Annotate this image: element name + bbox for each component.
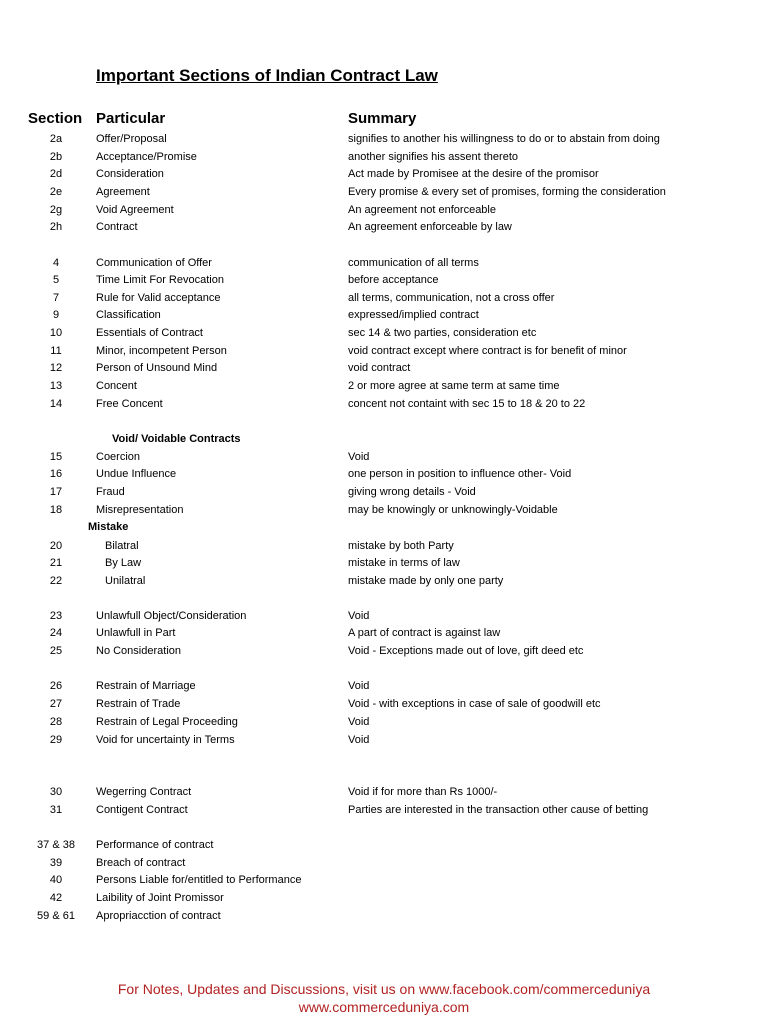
row-summary: An agreement enforceable by law — [348, 221, 512, 233]
row-particular: Acceptance/Promise — [96, 151, 197, 163]
row-section: 29 — [49, 734, 63, 746]
row-summary: Void — [348, 451, 370, 463]
table-row — [0, 802, 768, 819]
row-section: 40 — [49, 874, 63, 886]
row-summary: one person in position to influence other- Void — [348, 468, 572, 480]
row-section: 17 — [49, 486, 63, 498]
row-particular: By Law — [105, 557, 142, 569]
row-section: 2a — [49, 133, 63, 145]
table-row — [0, 184, 768, 201]
table-row — [0, 625, 768, 642]
row-summary: Void — [348, 734, 370, 746]
table-row — [0, 555, 768, 572]
row-particular: Wegerring Contract — [96, 786, 192, 798]
row-summary: Void — [348, 716, 370, 728]
row-particular: Coercion — [96, 451, 141, 463]
table-row — [0, 149, 768, 166]
row-section: 30 — [49, 786, 63, 798]
row-summary: mistake made by only one party — [348, 575, 504, 587]
row-section: 23 — [49, 610, 63, 622]
row-particular: Restrain of Trade — [96, 698, 181, 710]
row-particular: Communication of Offer — [96, 257, 212, 269]
table-row — [0, 714, 768, 731]
row-summary: signifies to another his willingness to do or to abstain from doing — [348, 133, 660, 145]
row-section: 16 — [49, 468, 63, 480]
table-row — [0, 573, 768, 590]
row-section: 24 — [49, 627, 63, 639]
table-row — [0, 202, 768, 219]
row-particular: Persons Liable for/entitled to Performance — [96, 874, 302, 886]
row-particular: Free Concent — [96, 398, 163, 410]
row-particular: Contract — [96, 221, 138, 233]
row-summary: all terms, communication, not a cross offer — [348, 292, 555, 304]
row-particular: Bilatral — [105, 540, 139, 552]
table-row — [0, 872, 768, 889]
row-particular: Void for uncertainty in Terms — [96, 734, 235, 746]
table-row — [0, 360, 768, 377]
row-section: 4 — [52, 257, 60, 269]
row-particular: Restrain of Legal Proceeding — [96, 716, 238, 728]
row-section: 27 — [49, 698, 63, 710]
row-particular: Agreement — [96, 186, 150, 198]
row-particular: Person of Unsound Mind — [96, 362, 218, 374]
table-row — [0, 855, 768, 872]
table-row — [0, 272, 768, 289]
table-row — [0, 784, 768, 801]
table-row — [0, 166, 768, 183]
row-summary: 2 or more agree at same term at same time — [348, 380, 560, 392]
row-section: 37 & 38 — [37, 839, 75, 851]
row-summary: A part of contract is against law — [348, 627, 501, 639]
row-summary: An agreement not enforceable — [348, 204, 496, 216]
row-section: 59 & 61 — [37, 910, 75, 922]
row-section: 12 — [49, 362, 63, 374]
row-summary: communication of all terms — [348, 257, 479, 269]
row-section: 2d — [49, 168, 63, 180]
table-row — [0, 908, 768, 925]
row-section: 14 — [49, 398, 63, 410]
row-summary: before acceptance — [348, 274, 439, 286]
row-particular: Performance of contract — [96, 839, 214, 851]
row-section: 11 — [50, 345, 62, 357]
row-summary: expressed/implied contract — [348, 309, 479, 321]
row-particular: Unlawfull in Part — [96, 627, 176, 639]
row-section: 20 — [49, 540, 63, 552]
row-section: 9 — [52, 309, 60, 321]
table-row — [0, 696, 768, 713]
row-summary: Every promise & every set of promises, forming the consideration — [348, 186, 666, 198]
row-particular: Misrepresentation — [96, 504, 184, 516]
row-section: 2b — [49, 151, 63, 163]
row-summary: Void if for more than Rs 1000/- — [348, 786, 498, 798]
table-row — [0, 131, 768, 148]
footer-facebook-line: For Notes, Updates and Discussions, visit us on www.facebook.com/commerceduniya — [117, 981, 651, 997]
row-section: 42 — [49, 892, 63, 904]
row-section: 22 — [49, 575, 63, 587]
row-section: 18 — [49, 504, 63, 516]
table-row — [0, 290, 768, 307]
column-header-section: Section — [28, 110, 83, 127]
row-section: 26 — [49, 680, 63, 692]
row-particular: No Consideration — [96, 645, 181, 657]
row-summary: void contract except where contract is for benefit of minor — [348, 345, 627, 357]
row-particular: Rule for Valid acceptance — [96, 292, 221, 304]
row-section: 21 — [49, 557, 63, 569]
row-summary: sec 14 & two parties, consideration etc — [348, 327, 537, 339]
table-row — [0, 484, 768, 501]
row-section: 2h — [49, 221, 63, 233]
table-row — [0, 255, 768, 272]
row-section: 13 — [49, 380, 63, 392]
row-particular: Essentials of Contract — [96, 327, 203, 339]
row-particular: Unlawfull Object/Consideration — [96, 610, 247, 622]
row-summary: mistake by both Party — [348, 540, 454, 552]
group-heading-void-voidable: Void/ Voidable Contracts — [112, 433, 241, 445]
row-particular: Breach of contract — [96, 857, 186, 869]
table-row — [0, 608, 768, 625]
row-particular: Consideration — [96, 168, 164, 180]
page-title: Important Sections of Indian Contract Law — [96, 66, 438, 85]
table-row — [0, 837, 768, 854]
table-row — [0, 643, 768, 660]
table-row — [0, 343, 768, 360]
row-particular: Concent — [96, 380, 137, 392]
row-particular: Unilatral — [105, 575, 146, 587]
table-row — [0, 502, 768, 519]
row-summary: concent not containt with sec 15 to 18 & 20 to 22 — [348, 398, 586, 410]
row-section: 2g — [49, 204, 63, 216]
row-particular: Void Agreement — [96, 204, 174, 216]
table-row — [0, 678, 768, 695]
table-row — [0, 219, 768, 236]
row-particular: Fraud — [96, 486, 125, 498]
row-summary: void contract — [348, 362, 411, 374]
row-particular: Time Limit For Revocation — [96, 274, 224, 286]
table-row — [0, 449, 768, 466]
row-summary: Void - with exceptions in case of sale of goodwill etc — [348, 698, 601, 710]
group-heading-mistake: Mistake — [88, 521, 129, 533]
row-section: 2e — [49, 186, 63, 198]
row-particular: Undue Influence — [96, 468, 177, 480]
row-particular: Offer/Proposal — [96, 133, 167, 145]
table-row — [0, 378, 768, 395]
table-row — [0, 538, 768, 555]
row-section: 28 — [49, 716, 63, 728]
row-summary: Parties are interested in the transaction other cause of betting — [348, 804, 649, 816]
column-header-particular: Particular — [96, 110, 166, 127]
row-summary: Void - Exceptions made out of love, gift deed etc — [348, 645, 584, 657]
row-summary: Void — [348, 610, 370, 622]
row-particular: Laibility of Joint Promissor — [96, 892, 224, 904]
row-summary: another signifies his assent thereto — [348, 151, 518, 163]
row-particular: Classification — [96, 309, 161, 321]
row-section: 10 — [49, 327, 63, 339]
row-summary: mistake in terms of law — [348, 557, 460, 569]
row-section: 5 — [52, 274, 60, 286]
row-particular: Apropriacction of contract — [96, 910, 221, 922]
row-section: 31 — [49, 804, 63, 816]
row-section: 15 — [49, 451, 63, 463]
footer-website-link[interactable]: www.commerceduniya.com — [298, 999, 470, 1015]
table-row — [0, 307, 768, 324]
row-particular: Minor, incompetent Person — [96, 345, 227, 357]
table-row — [0, 890, 768, 907]
table-row — [0, 396, 768, 413]
row-summary: Void — [348, 680, 370, 692]
row-section: 25 — [49, 645, 63, 657]
table-row — [0, 466, 768, 483]
row-summary: Act made by Promisee at the desire of the promisor — [348, 168, 599, 180]
table-row — [0, 325, 768, 342]
row-particular: Restrain of Marriage — [96, 680, 196, 692]
row-summary: may be knowingly or unknowingly-Voidable — [348, 504, 558, 516]
column-header-summary: Summary — [348, 110, 417, 127]
row-particular: Contigent Contract — [96, 804, 188, 816]
row-section: 7 — [52, 292, 60, 304]
table-row — [0, 732, 768, 749]
row-section: 39 — [49, 857, 63, 869]
row-summary: giving wrong details - Void — [348, 486, 476, 498]
